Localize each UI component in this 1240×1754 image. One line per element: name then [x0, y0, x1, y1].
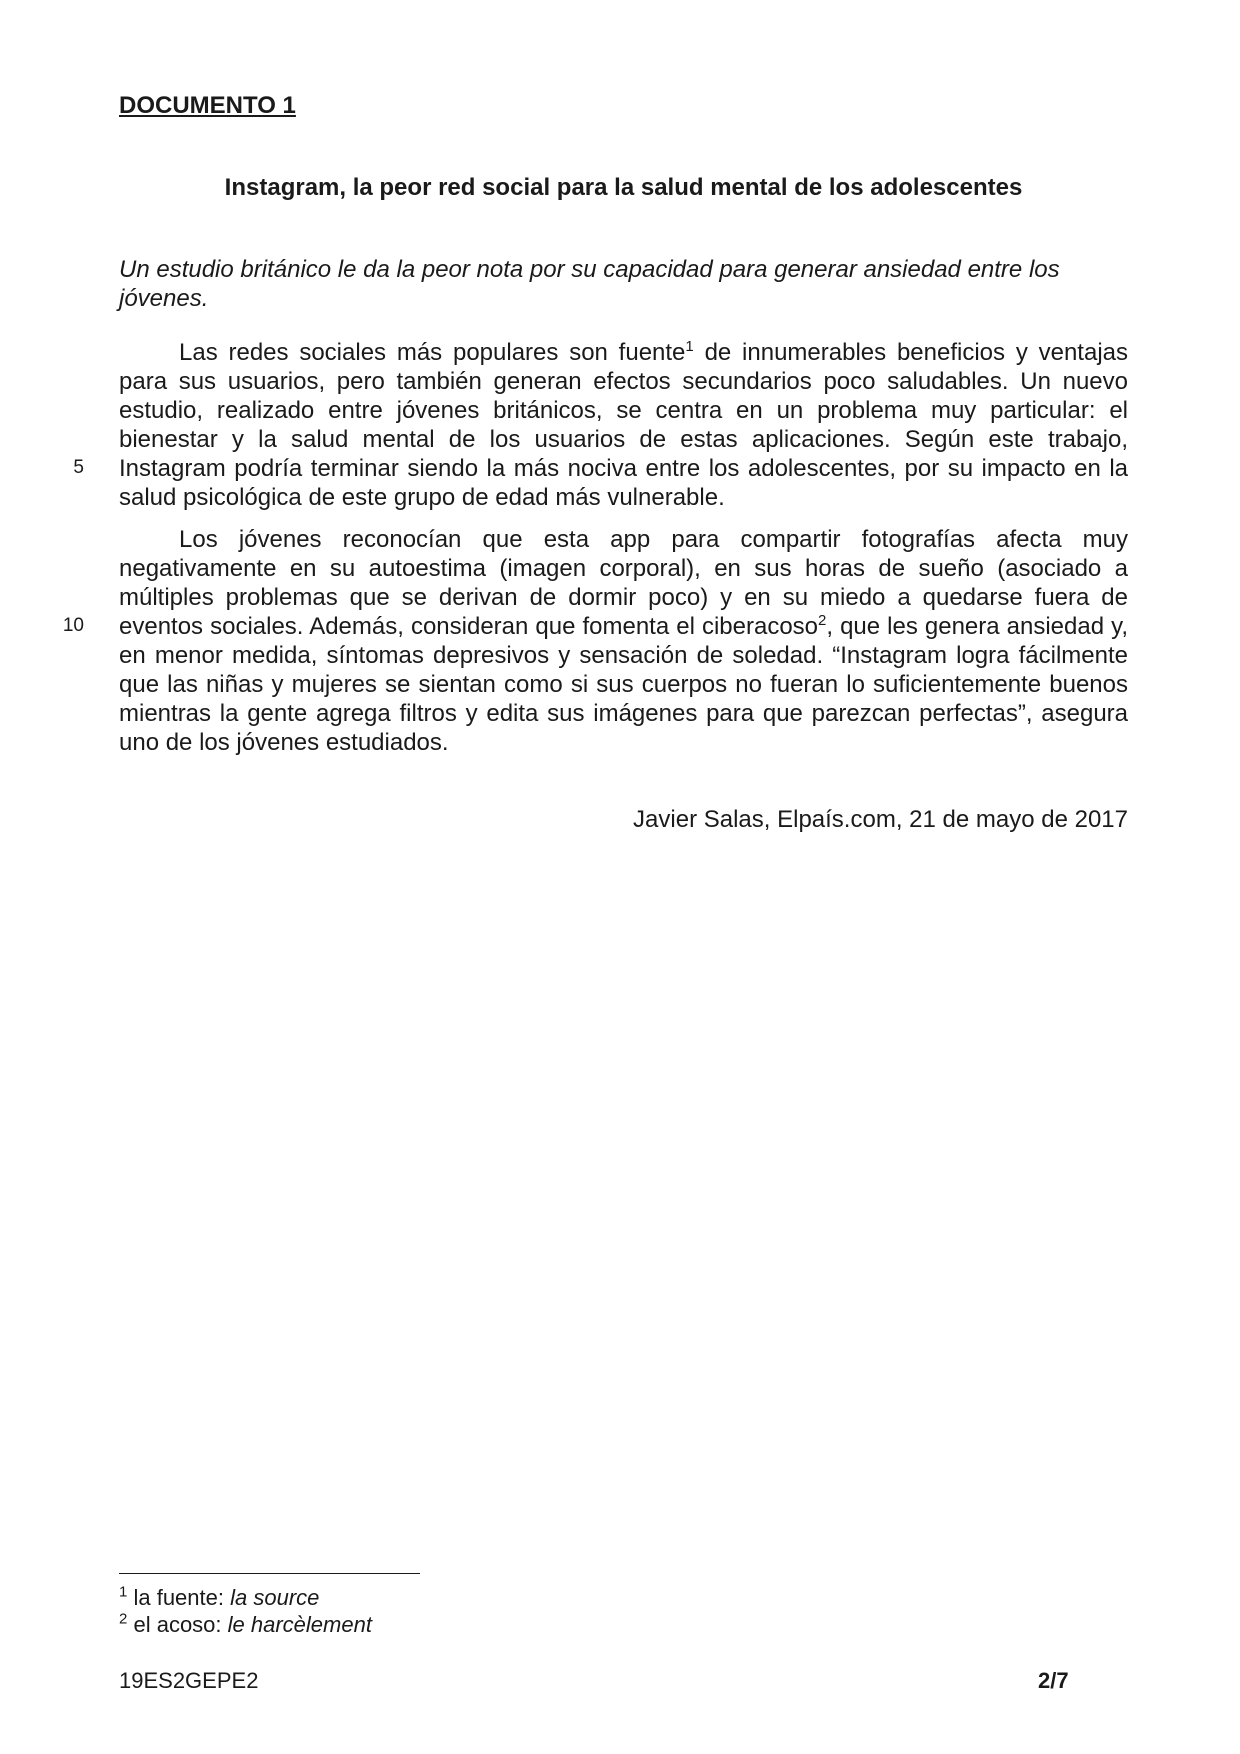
- footnote-2-mark: 2: [119, 1610, 128, 1628]
- footnote-divider: [119, 1573, 420, 1574]
- page-number: 2/7: [1038, 1668, 1069, 1693]
- footnote-2-translation: le harcèlement: [227, 1612, 372, 1637]
- paragraph-2-text-b: , que les genera ansiedad y, en menor medida, síntomas depresivos y sensación de soledad. “Instagram logra fácilmente que las niñas y mujeres se sientan como si sus cuerpos no fueran lo suficientemente buenos mientras la gente agrega filtros y edita sus imágenes para que parezcan perfectas”, asegura uno de los jóvenes estudiados.: [119, 613, 1129, 756]
- footnote-ref-1: 1: [685, 338, 694, 355]
- document-label: DOCUMENTO 1: [119, 92, 296, 119]
- source-attribution: Javier Salas, Elpaís.com, 21 de mayo de 2017: [633, 806, 1128, 833]
- footnote-1-term: la fuente:: [133, 1585, 231, 1610]
- paragraph-1-text-b: de innumerables beneficios y ventajas para sus usuarios, pero también generan efectos secundarios poco saludables. Un nuevo estudio, realizado entre jóvenes británicos, se centra en un problema muy particular: el bienestar y la salud mental de los usuarios de estas aplicaciones. Según este trabajo, Instagram podría terminar siendo la más nociva entre los adolescentes, por su impacto en la salud psicológica de este grupo de edad más vulnerable.: [119, 339, 1129, 511]
- paragraph-2: [119, 525, 1128, 757]
- exam-code: 19ES2GEPE2: [119, 1668, 259, 1693]
- paragraph-1: [119, 338, 1128, 512]
- paragraph-1-text-a: Las redes sociales más populares son fuente: [179, 339, 686, 366]
- line-number-10: 10: [62, 615, 84, 636]
- footnote-2: [119, 1612, 372, 1638]
- footnote-1: [119, 1585, 319, 1611]
- footnote-1-translation: la source: [230, 1585, 320, 1610]
- article-subtitle: Un estudio británico le da la peor nota por su capacidad para generar ansiedad entre los jóvenes.: [119, 256, 1060, 312]
- line-number-5: 5: [73, 457, 84, 478]
- footnote-ref-2: 2: [818, 612, 827, 629]
- paragraph-2-text-a: Los jóvenes reconocían que esta app para compartir fotografías afecta muy negativamente en su autoestima (imagen corporal), en sus horas de sueño (asociado a múltiples problemas que se derivan de dormir poco) y en su miedo a quedarse fuera de eventos sociales. Además, consideran que fomenta el ciberacoso: [119, 526, 1128, 640]
- footnote-2-term: el acoso:: [133, 1612, 228, 1637]
- article-title: Instagram, la peor red social para la salud mental de los adolescentes: [224, 174, 1023, 201]
- footnote-1-mark: 1: [119, 1583, 128, 1601]
